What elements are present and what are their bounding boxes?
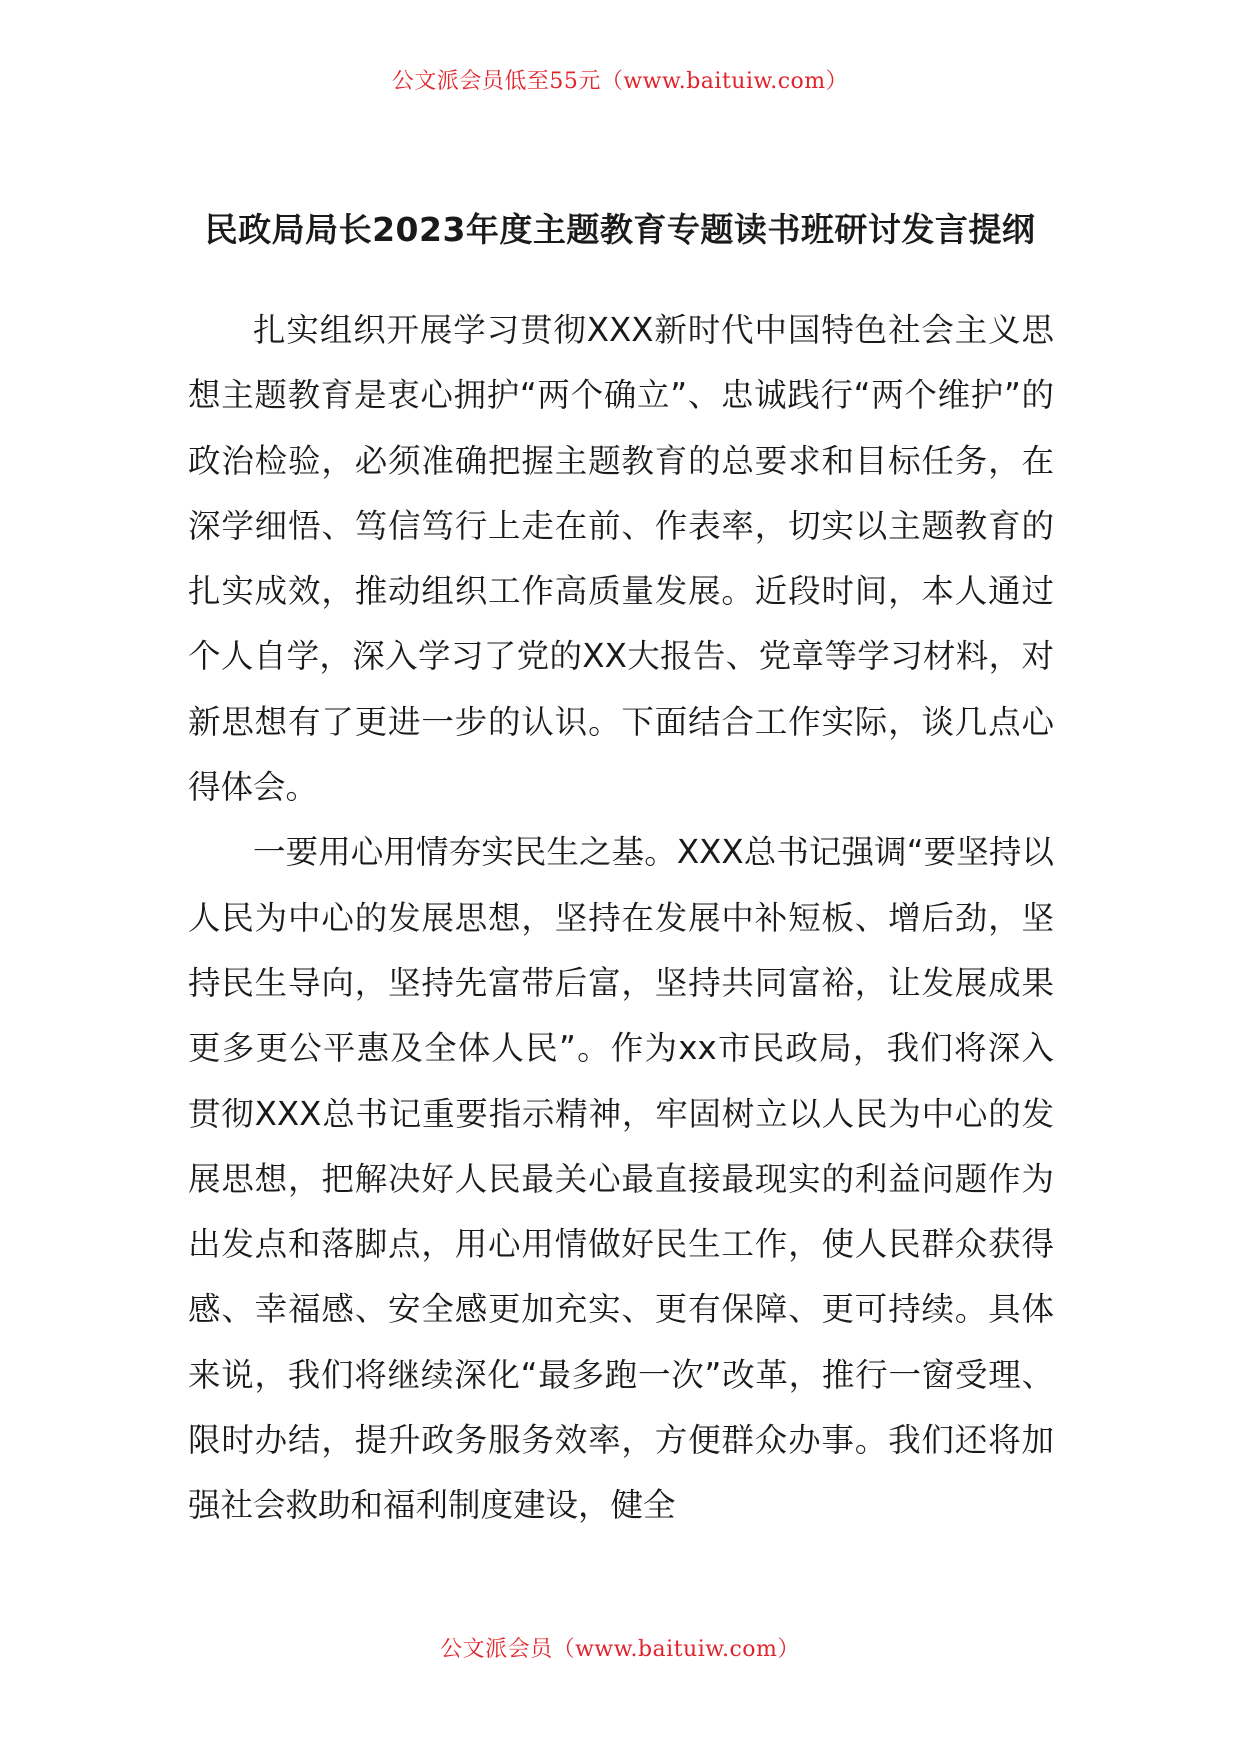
paragraph: 一要用心用情夯实民生之基。XXX总书记强调“要坚持以人民为中心的发展思想，坚持在发展中补短板、增后劲，坚持民生导向，坚持先富带后富，坚持共同富裕，让发展成果更多更公平惠及全体人民”。作为xx市民政局，我们将深入贯彻XXX总书记重要指示精神，牢固树立以人民为中心的发展思想，把解决好人民最关心最直接最现实的利益问题作为出发点和落脚点，用心用情做好民生工作，使人民群众获得感、幸福感、安全感更加充实、更有保障、更可持续。具体来说，我们将继续深化“最多跑一次”改革，推行一窗受理、限时办结，提升政务服务效率，方便群众办事。我们还将加强社会救助和福利制度建设，健全 (188, 833, 1054, 1525)
document-title: 民政局局长2023年度主题教育专题读书班研讨发言提纲 (204, 210, 1036, 249)
header-watermark: 公文派会员低至55元（www.baituiw.com） (391, 69, 849, 94)
paragraph: 扎实组织开展学习贯彻XXX新时代中国特色社会主义思想主题教育是衷心拥护“两个确立”、忠诚践行“两个维护”的政治检验，必须准确把握主题教育的总要求和目标任务，在深学细悟、笃信笃行上走在前、作表率，切实以主题教育的扎实成效，推动组织工作高质量发展。近段时间，本人通过个人自学，深入学习了党的XX大报告、党章等学习材料，对新思想有了更进一步的认识。下面结合工作实际，谈几点心得体会。 (188, 311, 1054, 807)
footer-watermark: 公文派会员（www.baituiw.com） (440, 1637, 800, 1662)
document-body (188, 298, 1054, 1539)
